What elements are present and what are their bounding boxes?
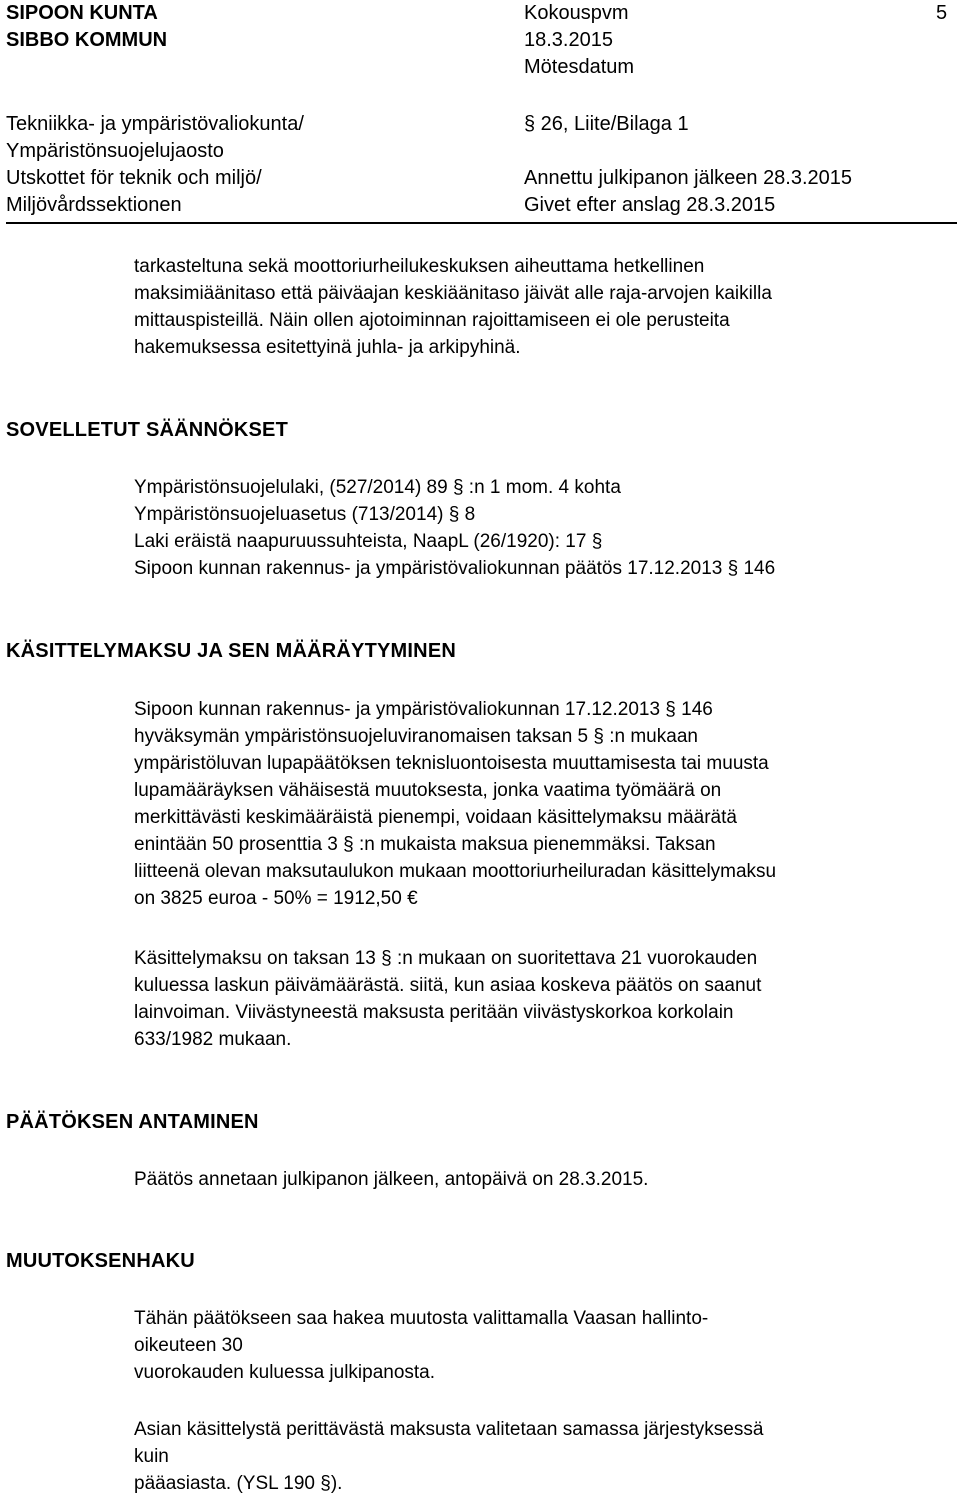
dept-line: Ympäristönsuojelujaosto (6, 140, 224, 162)
page-number: 5 (936, 2, 948, 24)
text-line: oikeuteen 30 (134, 1335, 243, 1356)
list-item: Ympäristönsuojelulaki, (527/2014) 89 § :n 1 mom. 4 kohta (134, 477, 621, 498)
decision-paragraph (134, 1166, 648, 1193)
text-line: on 3825 euroa - 50% = 1912,50 € (134, 888, 418, 909)
meeting-label-fi: Kokouspvm (524, 2, 629, 24)
list-item: Sipoon kunnan rakennus- ja ympäristövaliokunnan päätös 17.12.2013 § 146 (134, 558, 776, 579)
meeting-label-sv: Mötesdatum (524, 56, 635, 78)
header-divider (6, 222, 957, 224)
list-item: Laki eräistä naapuruussuhteista, NaapL (26/1920): 17 § (134, 531, 603, 552)
org-name-fi: SIPOON KUNTA (6, 2, 158, 24)
fee-paragraph-1 (134, 696, 776, 912)
text-line: tarkasteltuna sekä moottoriurheilukeskuksen aiheuttama hetkellinen (134, 256, 705, 277)
text-line: ympäristöluvan lupapäätöksen teknisluontoisesta muuttamisesta tai muusta (134, 753, 769, 774)
section-heading-decision: PÄÄTÖKSEN ANTAMINEN (6, 1111, 259, 1133)
org-name-sv: SIBBO KOMMUN (6, 29, 168, 51)
published-date-fi: Annettu julkipanon jälkeen 28.3.2015 (524, 167, 853, 189)
text-line: liitteenä olevan maksutaulukon mukaan moottoriurheiluradan käsittelymaksu (134, 861, 777, 882)
dept-line: Utskottet för teknik och miljö/ (6, 167, 262, 189)
text-line: Sipoon kunnan rakennus- ja ympäristövaliokunnan 17.12.2013 § 146 (134, 699, 713, 720)
text-line: Asian käsittelystä perittävästä maksusta valitetaan samassa järjestyksessä (134, 1419, 764, 1440)
text-line: kuin (134, 1446, 169, 1467)
intro-paragraph (134, 253, 772, 361)
text-line: 633/1982 mukaan. (134, 1029, 292, 1050)
dept-line: Miljövårdssektionen (6, 194, 182, 216)
section-reference: § 26, Liite/Bilaga 1 (524, 113, 689, 135)
text-line: vuorokauden kuluessa julkipanosta. (134, 1362, 436, 1383)
text-line: hyväksymän ympäristönsuojeluviranomaisen taksan 5 § :n mukaan (134, 726, 698, 747)
text-line: lainvoiman. Viivästyneestä maksusta peritään viivästyskorkoa korkolain (134, 1002, 734, 1023)
text-line: enintään 50 prosenttia 3 § :n mukaista maksua pienemmäksi. Taksan (134, 834, 716, 855)
fee-paragraph-2 (134, 945, 761, 1053)
section-heading-appeal: MUUTOKSENHAKU (6, 1250, 195, 1272)
text-line: kuluessa laskun päivämäärästä. siitä, kun asiaa koskeva päätös on saanut (134, 975, 762, 996)
text-line: hakemuksessa esitettyinä juhla- ja arkipyhinä. (134, 337, 521, 358)
text-line: merkittävästi keskimääräistä pienempi, voidaan käsittelymaksu määrätä (134, 807, 737, 828)
published-date-sv: Givet efter anslag 28.3.2015 (524, 194, 776, 216)
meeting-date: 18.3.2015 (524, 29, 613, 51)
dept-line: Tekniikka- ja ympäristövaliokunta/ (6, 113, 304, 135)
appeal-paragraph-1 (134, 1305, 708, 1386)
text-line: Päätös annetaan julkipanon jälkeen, antopäivä on 28.3.2015. (134, 1169, 649, 1190)
text-line: Käsittelymaksu on taksan 13 § :n mukaan on suoritettava 21 vuorokauden (134, 948, 758, 969)
text-line: maksimiäänitaso että päiväajan keskiäänitaso jäivät alle raja-arvojen kaikilla (134, 283, 772, 304)
section-heading-fee: KÄSITTELYMAKSU JA SEN MÄÄRÄYTYMINEN (6, 640, 456, 662)
text-line: pääasiasta. (YSL 190 §). (134, 1473, 343, 1494)
section-heading-rules: SOVELLETUT SÄÄNNÖKSET (6, 419, 288, 441)
text-line: mittauspisteillä. Näin ollen ajotoiminnan rajoittamiseen ei ole perusteita (134, 310, 730, 331)
text-line: Tähän päätökseen saa hakea muutosta valittamalla Vaasan hallinto- (134, 1308, 709, 1329)
appeal-paragraph-2 (134, 1416, 763, 1497)
rules-list (134, 474, 775, 582)
text-line: lupamääräyksen vähäisestä muutoksesta, jonka vaatima työmäärä on (134, 780, 722, 801)
list-item: Ympäristönsuojeluasetus (713/2014) § 8 (134, 504, 476, 525)
